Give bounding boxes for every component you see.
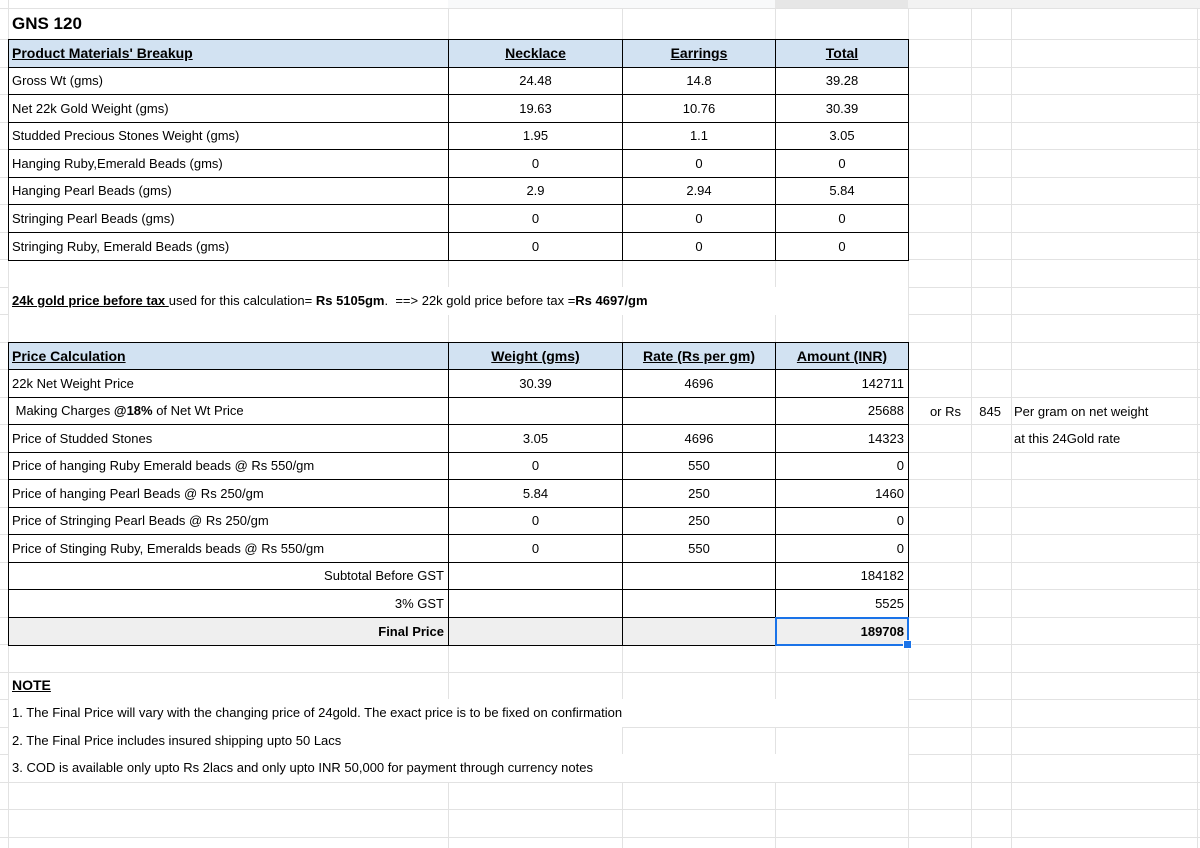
gridline-h	[0, 837, 1200, 838]
side-note-line2-cell[interactable]: at this 24Gold rate	[1014, 431, 1121, 447]
price-rate-cell[interactable]: 550	[623, 535, 776, 563]
materials-value-cell[interactable]: 39.28	[776, 68, 908, 96]
price-rate-cell[interactable]	[623, 398, 776, 426]
text-segment: @18%	[113, 403, 153, 419]
gridline-h	[0, 809, 1200, 810]
price-header-cell[interactable]: Price Calculation	[9, 343, 449, 371]
price-rate-cell[interactable]	[623, 618, 776, 646]
text-segment: of Net Wt Price	[152, 403, 244, 419]
selection-border	[775, 617, 909, 647]
gridline-h	[0, 8, 1200, 9]
materials-value-cell[interactable]: 24.48	[449, 68, 623, 96]
materials-value-cell[interactable]: 2.94	[623, 178, 776, 206]
materials-header-cell[interactable]: Necklace	[449, 40, 623, 68]
price-amount-cell[interactable]: 5525	[776, 590, 908, 618]
materials-value-cell[interactable]: 30.39	[776, 95, 908, 123]
price-weight-cell[interactable]: 5.84	[449, 480, 623, 508]
price-weight-cell[interactable]: 0	[449, 453, 623, 481]
price-label-cell[interactable]: Subtotal Before GST	[9, 563, 449, 591]
materials-value-cell[interactable]: 2.9	[449, 178, 623, 206]
price-rate-cell[interactable]: 550	[623, 453, 776, 481]
price-amount-cell[interactable]: 25688	[776, 398, 908, 426]
price-rate-cell[interactable]: 4696	[623, 425, 776, 453]
partial-row-top	[908, 0, 1200, 8]
materials-label-cell[interactable]: Net 22k Gold Weight (gms)	[9, 95, 449, 123]
side-note-line1-cell[interactable]: Per gram on net weight	[1014, 403, 1149, 419]
price-amount-cell[interactable]: 184182	[776, 563, 908, 591]
price-rate-cell[interactable]: 250	[623, 508, 776, 536]
materials-value-cell[interactable]: 19.63	[449, 95, 623, 123]
note-heading-cell[interactable]: NOTE	[12, 677, 51, 694]
price-header-cell[interactable]: Weight (gms)	[449, 343, 623, 371]
price-label-cell[interactable]: Price of Studded Stones	[9, 425, 449, 453]
price-label-cell[interactable]	[9, 398, 449, 426]
materials-label-cell[interactable]: Studded Precious Stones Weight (gms)	[9, 123, 449, 151]
price-header-cell[interactable]: Amount (INR)	[776, 343, 908, 371]
price-weight-cell[interactable]: 0	[449, 508, 623, 536]
side-note-rate-per-gram-cell[interactable]: 845	[979, 403, 1001, 419]
price-label-cell[interactable]: Final Price	[9, 618, 449, 646]
price-weight-cell[interactable]	[449, 590, 623, 618]
partial-row-top	[448, 0, 775, 8]
price-rate-cell[interactable]: 4696	[623, 370, 776, 398]
gold-price-note-cell[interactable]	[9, 287, 908, 315]
materials-breakup-table	[8, 39, 909, 261]
gridline-h	[0, 782, 1200, 783]
materials-value-cell[interactable]: 3.05	[776, 123, 908, 151]
text-segment: used for this calculation=	[168, 293, 316, 309]
price-calculation-table	[8, 342, 909, 647]
price-rate-cell[interactable]: 250	[623, 480, 776, 508]
materials-header-cell[interactable]: Earrings	[623, 40, 776, 68]
price-weight-cell[interactable]: 3.05	[449, 425, 623, 453]
price-label-cell[interactable]: Price of hanging Pearl Beads @ Rs 250/gm	[9, 480, 449, 508]
price-amount-cell[interactable]: 14323	[776, 425, 908, 453]
price-rate-cell[interactable]	[623, 590, 776, 618]
price-rate-cell[interactable]	[623, 563, 776, 591]
materials-value-cell[interactable]: 1.95	[449, 123, 623, 151]
text-segment: Rs 5105gm	[315, 293, 385, 309]
materials-value-cell[interactable]: 1.1	[623, 123, 776, 151]
materials-label-cell[interactable]: Stringing Pearl Beads (gms)	[9, 205, 449, 233]
text-segment: Rs 4697/gm	[575, 293, 648, 309]
materials-value-cell[interactable]: 0	[776, 205, 908, 233]
note-item-1-cell[interactable]: 1. The Final Price will vary with the changing price of 24gold. The exact price is to be fixed on confirmation	[9, 699, 908, 727]
note-item-2-cell[interactable]: 2. The Final Price includes insured shipping upto 50 Lacs	[9, 727, 622, 755]
text-segment: 24k gold price before tax	[12, 293, 169, 309]
materials-label-cell[interactable]: Hanging Pearl Beads (gms)	[9, 178, 449, 206]
price-weight-cell[interactable]: 30.39	[449, 370, 623, 398]
partial-row-top	[775, 0, 908, 8]
materials-label-cell[interactable]: Gross Wt (gms)	[9, 68, 449, 96]
text-segment: Making Charges	[12, 403, 114, 419]
materials-value-cell[interactable]: 0	[623, 233, 776, 261]
price-label-cell[interactable]: Price of Stinging Ruby, Emeralds beads @ Rs 550/gm	[9, 535, 449, 563]
price-weight-cell[interactable]: 0	[449, 535, 623, 563]
price-weight-cell[interactable]	[449, 563, 623, 591]
price-amount-cell[interactable]: 0	[776, 535, 908, 563]
price-weight-cell[interactable]	[449, 618, 623, 646]
materials-label-cell[interactable]: Hanging Ruby,Emerald Beads (gms)	[9, 150, 449, 178]
price-amount-cell[interactable]: 1460	[776, 480, 908, 508]
price-label-cell[interactable]: 3% GST	[9, 590, 449, 618]
price-label-cell[interactable]: Price of Stringing Pearl Beads @ Rs 250/gm	[9, 508, 449, 536]
materials-value-cell[interactable]: 0	[838, 238, 846, 254]
materials-value-cell[interactable]: 0	[449, 150, 623, 178]
materials-value-cell[interactable]: 0	[449, 233, 623, 261]
materials-label-cell[interactable]: Stringing Ruby, Emerald Beads (gms)	[9, 233, 449, 261]
price-label-cell[interactable]: 22k Net Weight Price	[9, 370, 449, 398]
materials-header-cell[interactable]: Total	[776, 40, 908, 68]
materials-value-cell[interactable]: 0	[623, 205, 776, 233]
price-header-cell[interactable]: Rate (Rs per gm)	[623, 343, 776, 371]
product-code-cell[interactable]: GNS 120	[12, 13, 82, 33]
materials-value-cell[interactable]: 0	[449, 205, 623, 233]
materials-value-cell[interactable]: 0	[623, 150, 776, 178]
price-amount-cell[interactable]: 142711	[776, 370, 908, 398]
price-amount-cell[interactable]: 0	[776, 453, 908, 481]
note-item-3-cell[interactable]: 3. COD is available only upto Rs 2lacs and only upto INR 50,000 for payment through currency notes	[9, 754, 908, 782]
price-weight-cell[interactable]	[449, 398, 623, 426]
text-segment: . ==> 22k gold price before tax =	[384, 293, 576, 309]
materials-value-cell[interactable]: 5.84	[776, 178, 908, 206]
price-amount-cell[interactable]: 0	[776, 508, 908, 536]
materials-header-cell[interactable]: Product Materials' Breakup	[9, 40, 449, 68]
materials-value-cell[interactable]: 10.76	[623, 95, 776, 123]
materials-value-cell[interactable]: 0	[776, 150, 908, 178]
materials-value-cell[interactable]: 14.8	[623, 68, 776, 96]
price-label-cell[interactable]: Price of hanging Ruby Emerald beads @ Rs 550/gm	[9, 453, 449, 481]
selected-cell-final-price[interactable]: 189708	[776, 618, 908, 646]
side-note-or-rs-cell[interactable]: or Rs	[929, 403, 961, 419]
